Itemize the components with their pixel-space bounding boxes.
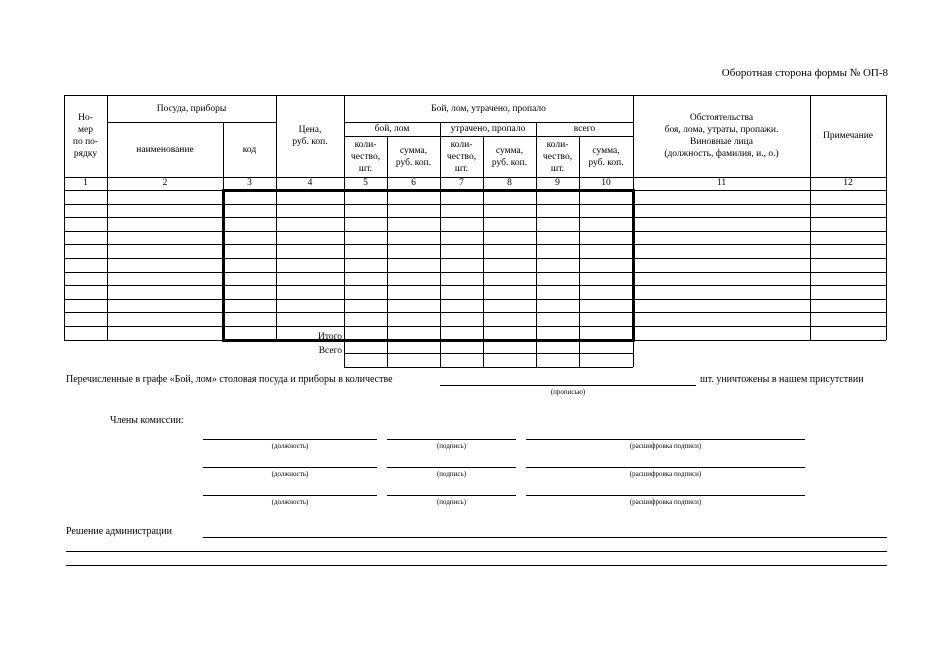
column-number: 8 <box>507 178 512 188</box>
header-sum-3: сумма, руб. коп. <box>588 145 624 168</box>
column-number: 12 <box>843 178 853 188</box>
signature-caption: (подпись) <box>436 498 467 506</box>
signature-decode-caption: (расшифровка подписи) <box>629 442 702 450</box>
position-line[interactable] <box>203 495 377 496</box>
decision-line-3[interactable] <box>66 565 887 566</box>
form-title: Оборотная сторона формы № ОП-8 <box>721 67 888 79</box>
header-circumstances: Обстоятельства боя, лома, утраты, пропажи. Виновные лица (должность, фамилия, и., о.) <box>664 113 779 159</box>
header-note: Примечание <box>822 131 874 141</box>
position-line[interactable] <box>203 467 377 468</box>
header-qty-3: коли- чество, шт. <box>542 139 573 174</box>
position-caption: (должность) <box>271 470 309 478</box>
position-line[interactable] <box>203 439 377 440</box>
header-price: Цена, руб. коп. <box>292 125 328 147</box>
signature-caption: (подпись) <box>436 470 467 478</box>
column-number: 10 <box>601 178 611 188</box>
decision-line-2[interactable] <box>66 551 887 552</box>
table-row-line <box>64 272 886 273</box>
column-number: 9 <box>555 178 560 188</box>
bold-frame-left <box>222 189 225 342</box>
table-row-line <box>64 326 886 327</box>
header-code: код <box>242 144 257 155</box>
position-caption: (должность) <box>271 442 309 450</box>
table-row-line <box>64 258 886 259</box>
signature-decode-caption: (расшифровка подписи) <box>629 470 702 478</box>
header-breakage: бой, лом <box>374 124 410 134</box>
header-name: наименование <box>136 144 194 155</box>
header-row-number: Но- мер по по- рядку <box>72 113 99 159</box>
signature-decode-line[interactable] <box>526 467 805 468</box>
signature-line[interactable] <box>387 439 516 440</box>
vsego-label: Всего <box>318 346 342 356</box>
table-row-line <box>64 299 886 300</box>
column-number: 7 <box>459 178 464 188</box>
table-row-line <box>64 285 886 286</box>
total-line <box>344 367 633 368</box>
signature-decode-caption: (расшифровка подписи) <box>629 498 702 506</box>
decision-label: Решение администрации <box>66 526 172 537</box>
signature-decode-line[interactable] <box>526 439 805 440</box>
column-number: 2 <box>162 178 168 188</box>
signature-line[interactable] <box>387 467 516 468</box>
table-right-border <box>886 95 887 340</box>
table-row-line <box>64 217 886 218</box>
bold-frame-right <box>632 189 635 342</box>
table-row-line <box>64 204 886 205</box>
column-number: 6 <box>411 178 416 188</box>
column-number: 5 <box>363 178 368 188</box>
table-row-line <box>64 312 886 313</box>
header-qty-1: коли- чество, шт. <box>350 139 381 174</box>
column-number: 4 <box>307 178 313 188</box>
decision-line-1[interactable] <box>203 537 887 538</box>
header-sum-2: сумма, руб. коп. <box>491 145 528 168</box>
statement-text: Перечисленные в графе «Бой, лом» столовая посуда и приборы в количестве <box>66 374 393 385</box>
signature-caption: (подпись) <box>436 442 467 450</box>
header-breakage-group: Бой, лом, утрачено, пропало <box>431 103 546 114</box>
table-row-line <box>64 231 886 232</box>
column-number: 1 <box>83 178 88 188</box>
statement-text-end: шт. уничтожены в нашем присутствии <box>700 374 864 385</box>
position-caption: (должность) <box>271 498 309 506</box>
header-sum-1: сумма, руб. коп. <box>395 145 432 168</box>
signature-line[interactable] <box>387 495 516 496</box>
column-number: 3 <box>247 178 252 188</box>
header-dishes: Посуда, приборы <box>156 103 227 114</box>
itogo-label: Итого <box>317 332 342 342</box>
header-lost: утрачено, пропало <box>450 124 526 134</box>
quantity-in-words-caption: (прописью) <box>550 388 586 396</box>
header-total: всего <box>573 124 596 134</box>
column-number: 11 <box>716 178 727 188</box>
quantity-in-words-line[interactable] <box>440 385 696 386</box>
signature-decode-line[interactable] <box>526 495 805 496</box>
table-row-line <box>64 244 886 245</box>
header-qty-2: коли- чество, шт. <box>446 139 477 174</box>
commission-label: Члены комиссии: <box>110 415 184 426</box>
bold-frame-top <box>222 189 634 192</box>
